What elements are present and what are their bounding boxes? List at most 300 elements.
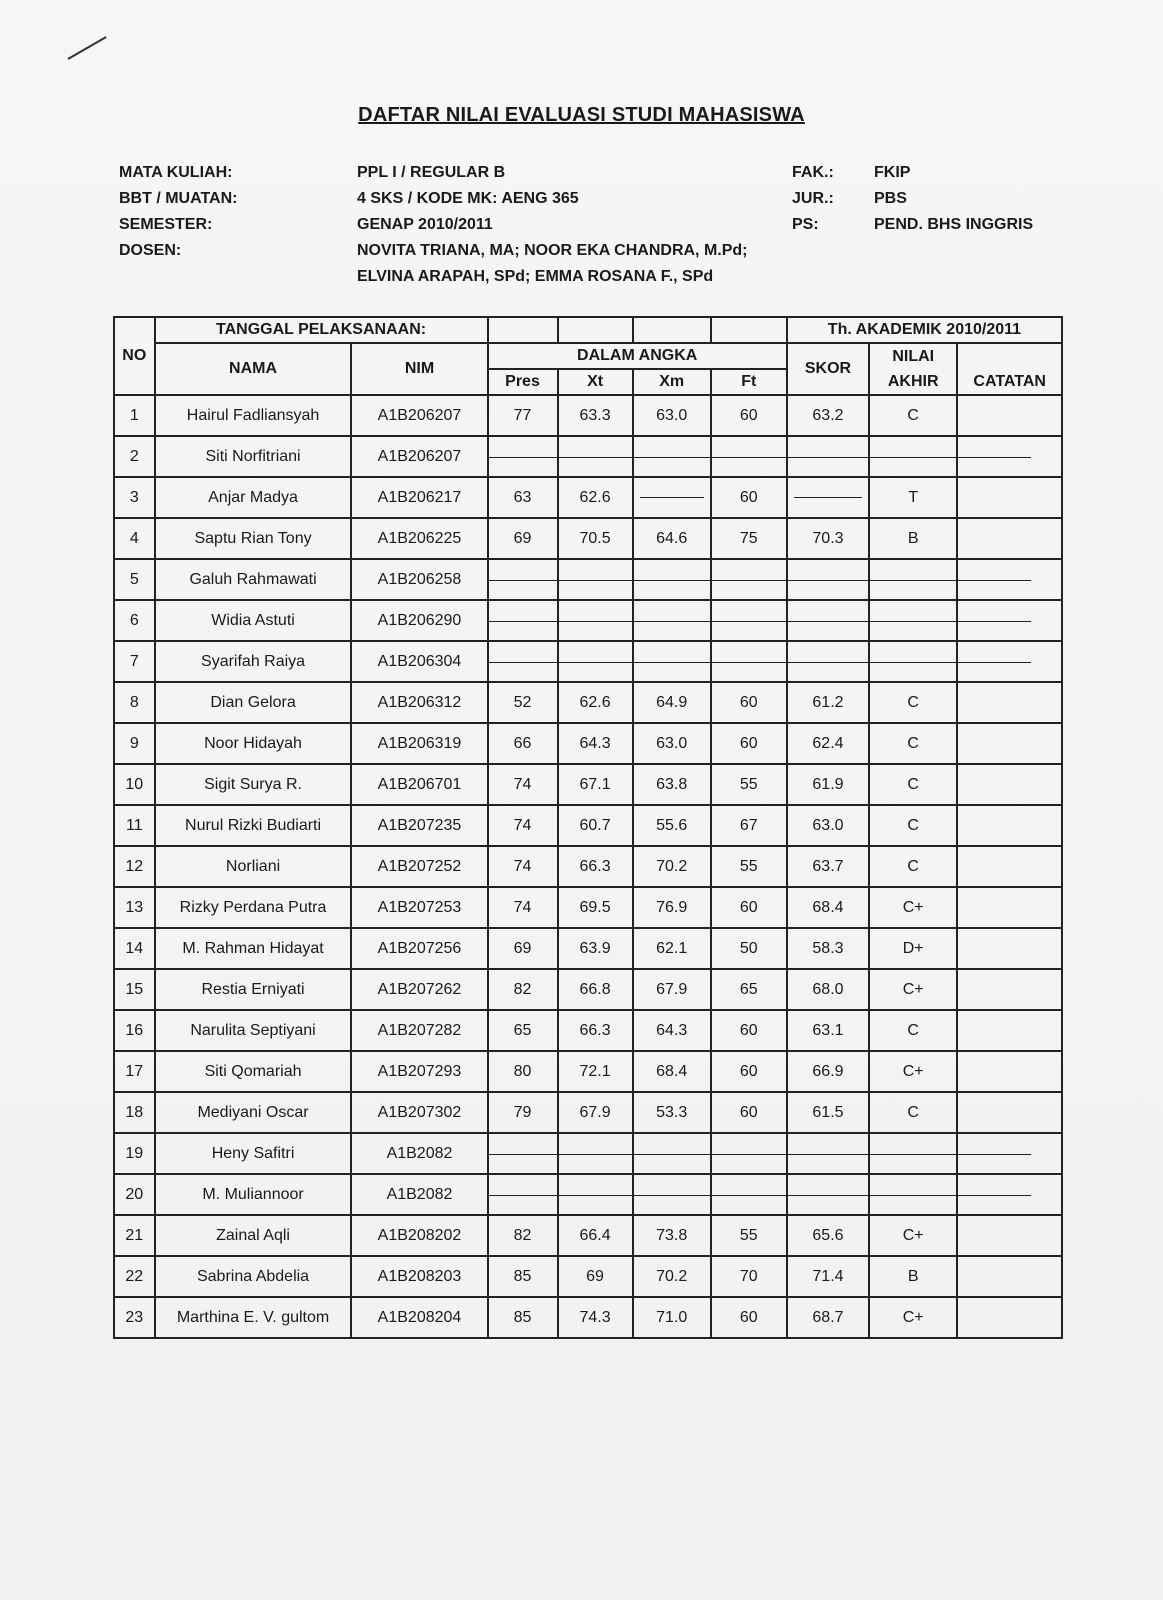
cell-xt-text: 62.6 xyxy=(579,488,611,506)
cell-skor xyxy=(787,1174,869,1215)
cell-skor xyxy=(787,1297,869,1338)
cell-ft xyxy=(711,846,787,887)
cell-nilai-text: C xyxy=(907,693,919,711)
cell-ft-text: 60 xyxy=(739,1021,758,1039)
cell-no xyxy=(114,1133,155,1174)
cell-nama-text: Norliani xyxy=(225,857,281,875)
header-tanggal: TANGGAL PELAKSANAAN: xyxy=(155,317,488,343)
cell-skor xyxy=(787,395,869,436)
cell-xt xyxy=(558,682,633,723)
cell-no-text: 13 xyxy=(125,898,144,916)
cell-xt xyxy=(558,1174,633,1215)
cell-ft xyxy=(711,559,787,600)
cell-xt xyxy=(558,887,633,928)
strike-line xyxy=(489,662,559,663)
cell-skor-text: 63.7 xyxy=(812,857,844,875)
cell-xt xyxy=(558,1051,633,1092)
cell-nama xyxy=(155,1051,352,1092)
cell-skor xyxy=(787,518,869,559)
table-row xyxy=(114,764,1062,805)
cell-xm xyxy=(633,846,711,887)
cell-no-text: 20 xyxy=(125,1185,144,1203)
cell-ft-text: 70 xyxy=(739,1267,758,1285)
header-blank-3 xyxy=(633,317,711,343)
cell-no-text: 16 xyxy=(125,1021,144,1039)
cell-ft xyxy=(711,1010,787,1051)
cell-pres xyxy=(488,764,558,805)
cell-catatan xyxy=(957,723,1062,764)
cell-nilai-text: C xyxy=(907,1103,919,1121)
cell-xm xyxy=(633,1174,711,1215)
cell-pres-text: 77 xyxy=(513,406,532,424)
cell-pres xyxy=(488,1215,558,1256)
cell-nilai xyxy=(869,600,957,641)
cell-nim xyxy=(351,969,487,1010)
meta-value-fak: FKIP xyxy=(874,164,911,181)
cell-no-text: 8 xyxy=(129,693,139,711)
cell-no xyxy=(114,887,155,928)
strike-line xyxy=(559,457,634,458)
cell-xt-text: 69 xyxy=(586,1267,604,1285)
table-row xyxy=(114,600,1062,641)
cell-skor xyxy=(787,1051,869,1092)
cell-catatan xyxy=(957,682,1062,723)
cell-nim-text: A1B206312 xyxy=(377,693,462,711)
cell-nim-text: A1B208203 xyxy=(377,1267,462,1285)
cell-ft-text: 55 xyxy=(739,1226,758,1244)
cell-ft-text: 60 xyxy=(739,898,758,916)
cell-pres xyxy=(488,928,558,969)
cell-nim-text: A1B207302 xyxy=(377,1103,462,1121)
cell-skor-text: 68.0 xyxy=(812,980,844,998)
table-row xyxy=(114,1256,1062,1297)
header-th-akademik: Th. AKADEMIK 2010/2011 xyxy=(787,317,1062,343)
meta-right-labels xyxy=(792,160,834,238)
cell-skor xyxy=(787,641,869,682)
cell-catatan xyxy=(957,887,1062,928)
cell-no-text: 7 xyxy=(129,652,139,670)
cell-catatan xyxy=(957,1092,1062,1133)
header-skor: SKOR xyxy=(787,343,869,395)
cell-pres xyxy=(488,723,558,764)
cell-skor-text: 61.9 xyxy=(812,775,844,793)
cell-xt xyxy=(558,1256,633,1297)
meta-label-bbt: BBT / MUATAN: xyxy=(119,190,238,207)
cell-nilai xyxy=(869,723,957,764)
cell-xm xyxy=(633,1215,711,1256)
cell-ft-text: 50 xyxy=(739,939,758,957)
header-xm: Xm xyxy=(633,369,711,395)
cell-nim xyxy=(351,559,487,600)
cell-nim xyxy=(351,395,487,436)
cell-catatan xyxy=(957,600,1062,641)
strike-line xyxy=(958,621,1031,622)
cell-skor xyxy=(787,723,869,764)
cell-no xyxy=(114,395,155,436)
cell-pres-text: 65 xyxy=(513,1021,532,1039)
cell-catatan xyxy=(957,969,1062,1010)
strike-line xyxy=(958,1154,1031,1155)
cell-ft-text: 60 xyxy=(739,1062,758,1080)
cell-nama-text: Dian Gelora xyxy=(210,693,296,711)
cell-xt xyxy=(558,436,633,477)
cell-ft-text: 65 xyxy=(739,980,758,998)
cell-nilai xyxy=(869,395,957,436)
table-body xyxy=(114,395,1062,1338)
cell-pres xyxy=(488,682,558,723)
strike-line xyxy=(634,621,712,622)
cell-skor xyxy=(787,1092,869,1133)
cell-no-text: 2 xyxy=(129,447,139,465)
cell-pres-text: 69 xyxy=(513,529,532,547)
cell-ft-text: 60 xyxy=(739,488,758,506)
cell-nilai xyxy=(869,682,957,723)
meta-values xyxy=(357,160,748,290)
cell-catatan xyxy=(957,1010,1062,1051)
cell-xt-text: 64.3 xyxy=(579,734,611,752)
meta-label-dosen: DOSEN: xyxy=(119,242,182,259)
cell-skor-text: 61.2 xyxy=(812,693,844,711)
cell-nama xyxy=(155,600,352,641)
cell-xt xyxy=(558,723,633,764)
cell-nama xyxy=(155,969,352,1010)
cell-pres xyxy=(488,846,558,887)
cell-ft xyxy=(711,1051,787,1092)
meta-value-bbt: 4 SKS / KODE MK: AENG 365 xyxy=(357,190,579,207)
cell-nilai-text: D+ xyxy=(902,939,924,957)
cell-nilai-text: C xyxy=(907,816,919,834)
cell-pres xyxy=(488,1010,558,1051)
cell-pres xyxy=(488,436,558,477)
cell-nama xyxy=(155,1297,352,1338)
cell-xm-text: 64.9 xyxy=(656,693,688,711)
cell-xm xyxy=(633,1051,711,1092)
cell-nama xyxy=(155,764,352,805)
cell-nim xyxy=(351,1133,487,1174)
table-row xyxy=(114,1297,1062,1338)
header-blank-4 xyxy=(711,317,787,343)
strike-line xyxy=(712,1195,788,1196)
cell-xt-text: 66.3 xyxy=(579,1021,611,1039)
meta-value-mata-kuliah: PPL I / REGULAR B xyxy=(357,164,506,181)
meta-label-jur: JUR.: xyxy=(792,190,834,207)
cell-nilai xyxy=(869,928,957,969)
cell-xm-text: 55.6 xyxy=(656,816,688,834)
cell-nim-text: A1B207282 xyxy=(377,1021,462,1039)
cell-pres-text: 82 xyxy=(513,1226,532,1244)
cell-xt-text: 63.9 xyxy=(579,939,611,957)
cell-nama xyxy=(155,436,352,477)
cell-no-text: 21 xyxy=(125,1226,144,1244)
cell-xt-text: 72.1 xyxy=(579,1062,611,1080)
cell-pres xyxy=(488,477,558,518)
cell-nilai xyxy=(869,805,957,846)
cell-no xyxy=(114,436,155,477)
cell-nilai-text: C xyxy=(907,775,919,793)
cell-pres-text: 74 xyxy=(513,857,532,875)
cell-nama xyxy=(155,1092,352,1133)
cell-no xyxy=(114,1215,155,1256)
cell-xt-text: 60.7 xyxy=(579,816,611,834)
cell-pres xyxy=(488,1297,558,1338)
cell-nama-text: Syarifah Raiya xyxy=(201,652,306,670)
cell-skor xyxy=(787,682,869,723)
cell-nim xyxy=(351,1010,487,1051)
dash-mark xyxy=(640,497,704,498)
cell-no-text: 12 xyxy=(125,857,144,875)
cell-ft-text: 55 xyxy=(739,775,758,793)
cell-skor-text: 68.7 xyxy=(812,1308,844,1326)
header-akhir: AKHIR xyxy=(869,369,957,395)
table-row xyxy=(114,1051,1062,1092)
cell-no xyxy=(114,682,155,723)
cell-nim-text: A1B206304 xyxy=(377,652,462,670)
table-row xyxy=(114,1010,1062,1051)
strike-line xyxy=(958,457,1031,458)
cell-no-text: 10 xyxy=(125,775,144,793)
cell-skor xyxy=(787,928,869,969)
cell-pres xyxy=(488,1051,558,1092)
cell-xm xyxy=(633,969,711,1010)
cell-nama xyxy=(155,682,352,723)
cell-nilai-text: T xyxy=(908,488,919,506)
cell-xm xyxy=(633,395,711,436)
cell-no-text: 18 xyxy=(125,1103,144,1121)
cell-xt xyxy=(558,1010,633,1051)
cell-nama-text: Restia Erniyati xyxy=(201,980,305,998)
cell-pres-text: 66 xyxy=(513,734,532,752)
cell-nama-text: Sigit Surya R. xyxy=(204,775,302,793)
cell-xm-text: 64.3 xyxy=(656,1021,688,1039)
cell-ft xyxy=(711,641,787,682)
cell-nim xyxy=(351,1092,487,1133)
cell-catatan xyxy=(957,1297,1062,1338)
cell-pres xyxy=(488,518,558,559)
cell-nama-text: Narulita Septiyani xyxy=(190,1021,316,1039)
cell-nilai xyxy=(869,969,957,1010)
strike-line xyxy=(870,621,958,622)
strike-line xyxy=(788,1195,870,1196)
strike-line xyxy=(788,580,870,581)
cell-pres xyxy=(488,559,558,600)
cell-nama xyxy=(155,1174,352,1215)
cell-catatan xyxy=(957,1133,1062,1174)
cell-no-text: 9 xyxy=(129,734,139,752)
cell-xm xyxy=(633,641,711,682)
cell-nama xyxy=(155,559,352,600)
cell-pres-text: 74 xyxy=(513,816,532,834)
cell-skor xyxy=(787,805,869,846)
cell-ft xyxy=(711,969,787,1010)
cell-nama xyxy=(155,887,352,928)
cell-nilai-text: C+ xyxy=(902,1226,924,1244)
cell-nama-text: Mediyani Oscar xyxy=(197,1103,309,1121)
cell-nim-text: A1B2082 xyxy=(386,1185,453,1203)
strike-line xyxy=(634,457,712,458)
cell-nim xyxy=(351,764,487,805)
cell-nama xyxy=(155,928,352,969)
dash-mark xyxy=(794,497,862,498)
table-row xyxy=(114,1215,1062,1256)
cell-nim xyxy=(351,846,487,887)
meta-label-ps: PS: xyxy=(792,216,819,233)
table-row xyxy=(114,1133,1062,1174)
cell-nim xyxy=(351,805,487,846)
cell-no xyxy=(114,600,155,641)
cell-pres-text: 63 xyxy=(513,488,532,506)
cell-skor xyxy=(787,846,869,887)
cell-xm xyxy=(633,887,711,928)
cell-nama-text: Noor Hidayah xyxy=(204,734,302,752)
cell-skor-text: 71.4 xyxy=(812,1267,844,1285)
cell-nama-text: Anjar Madya xyxy=(208,488,298,506)
cell-catatan xyxy=(957,518,1062,559)
cell-nim-text: A1B207293 xyxy=(377,1062,462,1080)
cell-ft xyxy=(711,1133,787,1174)
table-row xyxy=(114,846,1062,887)
cell-no xyxy=(114,928,155,969)
cell-ft-text: 60 xyxy=(739,1308,758,1326)
cell-nim-text: A1B207262 xyxy=(377,980,462,998)
cell-nilai xyxy=(869,1297,957,1338)
cell-nama xyxy=(155,805,352,846)
cell-no xyxy=(114,764,155,805)
cell-ft xyxy=(711,928,787,969)
cell-xm xyxy=(633,1010,711,1051)
cell-nim xyxy=(351,477,487,518)
header-catatan: CATATAN xyxy=(957,369,1062,395)
meta-value-dosen-2: ELVINA ARAPAH, SPd; EMMA ROSANA F., SPd xyxy=(357,268,714,285)
cell-no xyxy=(114,477,155,518)
cell-nilai xyxy=(869,1133,957,1174)
cell-catatan xyxy=(957,1215,1062,1256)
cell-nilai xyxy=(869,641,957,682)
cell-no-text: 22 xyxy=(125,1267,144,1285)
pen-mark xyxy=(68,36,107,60)
cell-pres xyxy=(488,395,558,436)
header-dalam-angka: DALAM ANGKA xyxy=(488,343,787,369)
cell-xt-text: 70.5 xyxy=(579,529,611,547)
cell-xm-text: 71.0 xyxy=(656,1308,688,1326)
strike-line xyxy=(559,580,634,581)
strike-line xyxy=(788,621,870,622)
cell-nama-text: Nurul Rizki Budiarti xyxy=(185,816,322,834)
cell-skor-text: 58.3 xyxy=(812,939,844,957)
cell-xt xyxy=(558,1297,633,1338)
cell-xm-text: 64.6 xyxy=(656,529,688,547)
cell-pres xyxy=(488,600,558,641)
strike-line xyxy=(870,580,958,581)
cell-ft xyxy=(711,1256,787,1297)
cell-catatan xyxy=(957,1256,1062,1297)
cell-nilai xyxy=(869,1051,957,1092)
cell-pres-text: 52 xyxy=(513,693,532,711)
cell-nama-text: Siti Norfitriani xyxy=(205,447,301,465)
cell-skor-text: 63.1 xyxy=(812,1021,844,1039)
cell-xm-text: 63.8 xyxy=(656,775,688,793)
strike-line xyxy=(559,621,634,622)
strike-line xyxy=(870,457,958,458)
cell-pres xyxy=(488,1092,558,1133)
cell-catatan xyxy=(957,928,1062,969)
cell-xm-text: 68.4 xyxy=(656,1062,688,1080)
cell-ft-text: 67 xyxy=(739,816,758,834)
document-title: DAFTAR NILAI EVALUASI STUDI MAHASISWA xyxy=(358,104,805,126)
cell-nim xyxy=(351,518,487,559)
cell-nilai-text: B xyxy=(907,1267,919,1285)
table-row xyxy=(114,928,1062,969)
cell-nama-text: M. Rahman Hidayat xyxy=(182,939,324,957)
cell-skor-text: 63.2 xyxy=(812,406,844,424)
cell-nilai xyxy=(869,764,957,805)
cell-ft xyxy=(711,1297,787,1338)
table-row xyxy=(114,641,1062,682)
cell-ft xyxy=(711,764,787,805)
cell-xm xyxy=(633,477,711,518)
cell-nilai-text: C+ xyxy=(902,980,924,998)
cell-xm xyxy=(633,723,711,764)
cell-nama-text: Sabrina Abdelia xyxy=(196,1267,310,1285)
cell-nama-text: Siti Qomariah xyxy=(204,1062,302,1080)
cell-xm-text: 63.0 xyxy=(656,734,688,752)
cell-skor xyxy=(787,764,869,805)
cell-nilai xyxy=(869,559,957,600)
cell-nilai-text: C xyxy=(907,857,919,875)
cell-nim xyxy=(351,1215,487,1256)
cell-no-text: 4 xyxy=(129,529,139,547)
cell-skor-text: 61.5 xyxy=(812,1103,844,1121)
cell-nama xyxy=(155,1215,352,1256)
cell-xm-text: 67.9 xyxy=(656,980,688,998)
cell-nilai xyxy=(869,1256,957,1297)
header-nama: NAMA xyxy=(155,343,352,395)
cell-nim-text: A1B207253 xyxy=(377,898,462,916)
cell-xm-text: 70.2 xyxy=(656,857,688,875)
cell-xm xyxy=(633,436,711,477)
meta-right-values xyxy=(874,160,1033,238)
cell-xt xyxy=(558,1133,633,1174)
cell-nim-text: A1B207252 xyxy=(377,857,462,875)
cell-pres xyxy=(488,641,558,682)
cell-skor xyxy=(787,600,869,641)
cell-nama xyxy=(155,1256,352,1297)
cell-nama-text: Heny Safitri xyxy=(211,1144,295,1162)
cell-ft xyxy=(711,436,787,477)
meta-value-dosen-1: NOVITA TRIANA, MA; NOOR EKA CHANDRA, M.Pd; xyxy=(357,242,748,259)
cell-nilai-text: C+ xyxy=(902,1062,924,1080)
cell-catatan xyxy=(957,846,1062,887)
table-row xyxy=(114,1174,1062,1215)
cell-catatan xyxy=(957,436,1062,477)
strike-line xyxy=(559,1154,634,1155)
cell-nilai xyxy=(869,1215,957,1256)
cell-no-text: 11 xyxy=(125,816,143,834)
cell-xt xyxy=(558,600,633,641)
strike-line xyxy=(489,457,559,458)
cell-no-text: 17 xyxy=(125,1062,144,1080)
cell-catatan xyxy=(957,1174,1062,1215)
cell-nim-text: A1B206225 xyxy=(377,529,462,547)
header-pres: Pres xyxy=(488,369,558,395)
cell-nim-text: A1B206217 xyxy=(377,488,462,506)
table-row xyxy=(114,969,1062,1010)
cell-xt xyxy=(558,559,633,600)
cell-nama xyxy=(155,1133,352,1174)
cell-xm-text: 53.3 xyxy=(656,1103,688,1121)
strike-line xyxy=(489,1154,559,1155)
cell-ft xyxy=(711,477,787,518)
cell-nilai xyxy=(869,436,957,477)
